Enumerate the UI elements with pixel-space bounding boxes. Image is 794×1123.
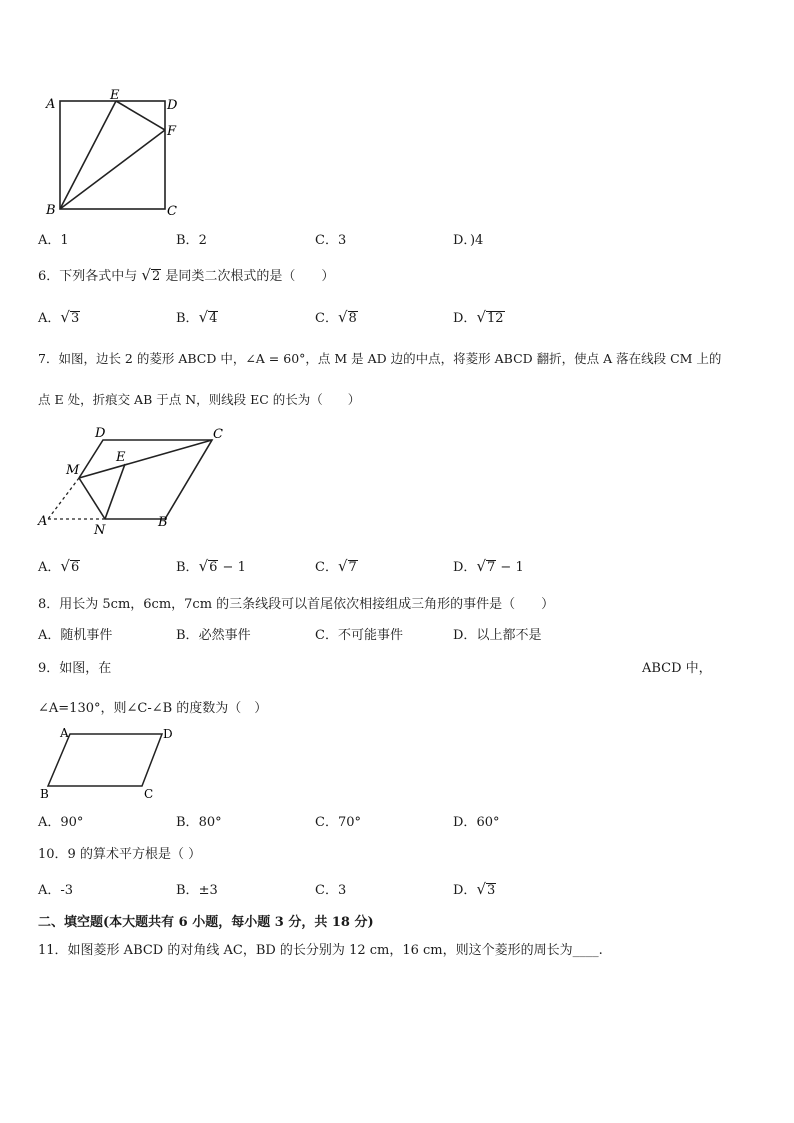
q5-square — [60, 101, 165, 209]
q5-option-c: C．3 — [315, 233, 347, 248]
q7-label-m: M — [66, 463, 80, 478]
q9-stem-left: 9．如图，在 — [38, 661, 112, 676]
q5-label-d: D — [167, 98, 178, 113]
q10-option-d: D．√3 — [453, 880, 496, 898]
q9-label-d: D — [163, 727, 173, 741]
q5-option-a: A．1 — [38, 233, 69, 248]
q9-stem-right: ABCD 中， — [642, 661, 712, 676]
q5-option-d: D．)4 — [453, 233, 484, 248]
q7-figure — [30, 424, 240, 539]
q9-label-c: C — [144, 787, 154, 801]
q7-segment-mn — [79, 478, 105, 519]
q9-option-d: D．60° — [453, 815, 500, 830]
q7-fold-am — [48, 478, 79, 519]
q7-label-b: B — [158, 515, 168, 530]
q5-label-e: E — [110, 88, 120, 103]
q5-label-b: B — [46, 203, 56, 218]
q9-label-a: A — [60, 726, 69, 740]
q7-option-d: D．√7 − 1 — [453, 557, 524, 575]
q7-label-a: A — [38, 514, 48, 529]
q8-option-d: D．以上都不是 — [453, 628, 542, 643]
q9-option-c: C．70° — [315, 815, 361, 830]
q10-option-a: A．-3 — [38, 883, 74, 898]
q7-stem-line1: 7．如图，边长 2 的菱形 ABCD 中，∠A = 60°，点 M 是 AD 边的中点，将菱形 ABCD 翻折，使点 A 落在线段 CM 上的 — [38, 351, 722, 366]
q5-label-c: C — [167, 204, 177, 219]
q5-option-b: B．2 — [176, 233, 207, 248]
q8-option-b: B．必然事件 — [176, 628, 251, 643]
q5-label-f: F — [167, 124, 177, 139]
q9-parallelogram — [48, 734, 162, 786]
q5-segment-bf — [60, 130, 165, 209]
q7-label-c: C — [213, 427, 223, 442]
q8-stem: 8．用长为 5cm，6cm，7cm 的三条线段可以首尾依次相接组成三角形的事件是（ ） — [38, 597, 555, 612]
section-title: 二、填空题(本大题共有 6 小题，每小题 3 分，共 18 分) — [38, 915, 374, 930]
q9-stem-line2: ∠A=130°，则∠C-∠B 的度数为（ ） — [38, 701, 268, 716]
q10-option-c: C．3 — [315, 883, 347, 898]
q6-option-b: B．√4 — [176, 308, 218, 326]
q6-stem: 6．下列各式中与 √2 是同类二次根式的是（ ） — [38, 266, 335, 284]
q10-stem: 10．9 的算术平方根是（ ） — [38, 847, 202, 862]
q9-figure — [36, 724, 186, 804]
q5-label-a: A — [46, 97, 56, 112]
q7-stem-line2: 点 E 处，折痕交 AB 于点 N，则线段 EC 的长为（ ） — [38, 392, 361, 407]
q8-option-a: A．随机事件 — [38, 628, 113, 643]
q7-rhombus-visible — [79, 440, 212, 519]
q5-segment-be — [60, 101, 116, 209]
q7-label-d: D — [95, 426, 106, 441]
q7-segment-ne — [105, 464, 125, 519]
q7-option-a: A．√6 — [38, 557, 80, 575]
q5-figure — [40, 88, 200, 223]
q9-option-a: A．90° — [38, 815, 84, 830]
q6-option-d: D．√12 — [453, 308, 504, 326]
q9-option-b: B．80° — [176, 815, 222, 830]
q7-label-e: E — [116, 450, 126, 465]
q8-option-c: C．不可能事件 — [315, 628, 403, 643]
q7-option-b: B．√6 − 1 — [176, 557, 246, 575]
q6-option-a: A．√3 — [38, 308, 80, 326]
q10-option-b: B．±3 — [176, 883, 218, 898]
q11-stem: 11．如图菱形 ABCD 的对角线 AC，BD 的长分别为 12 cm，16 cm，则这个菱形的周长为____. — [38, 943, 603, 958]
q9-label-b: B — [40, 787, 49, 801]
q5-segment-ef — [116, 101, 165, 130]
q7-option-c: C．√7 — [315, 557, 357, 575]
q6-option-c: C．√8 — [315, 308, 357, 326]
q7-label-n: N — [94, 523, 106, 538]
